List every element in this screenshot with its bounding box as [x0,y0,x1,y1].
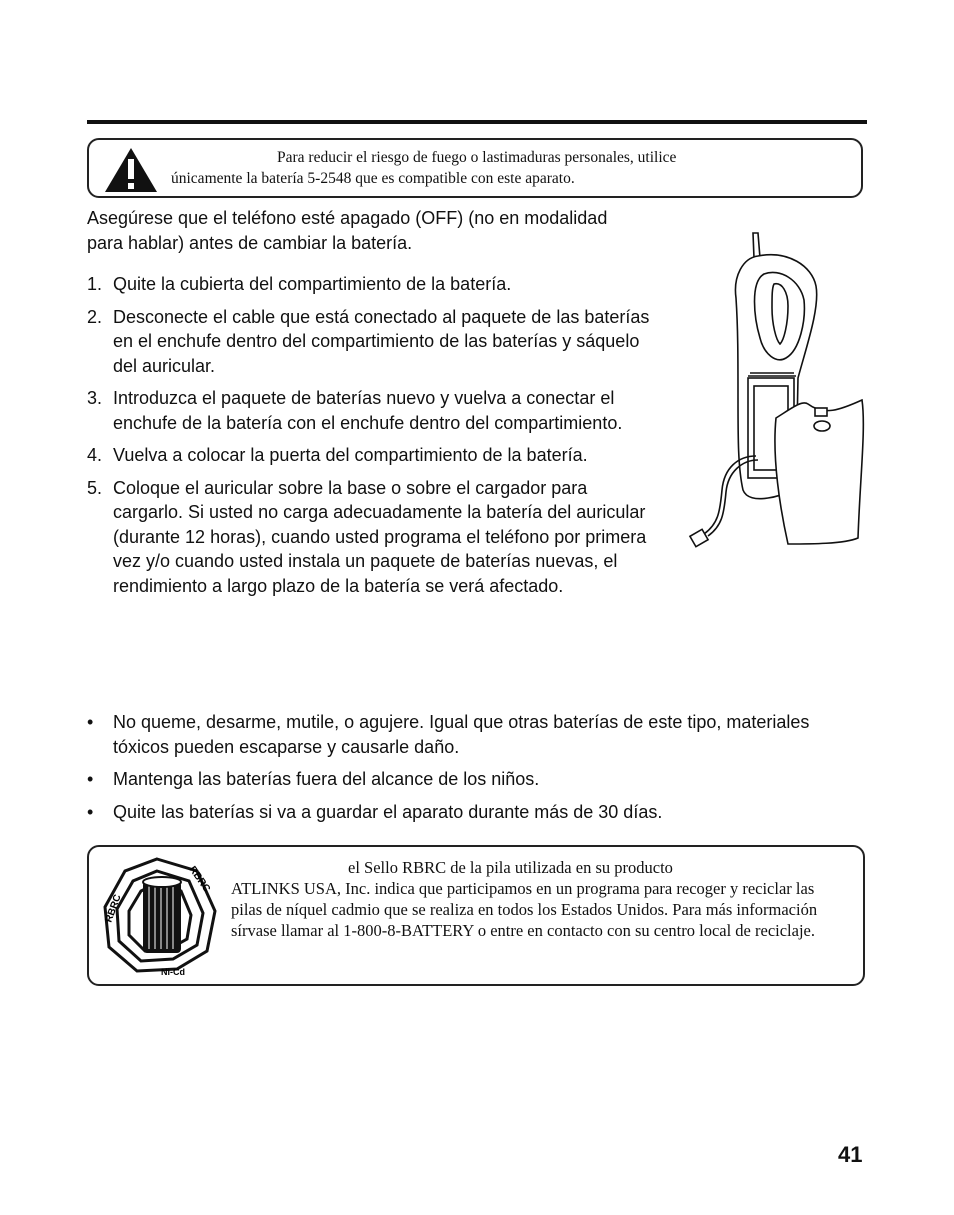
seal-label-top: RBRC [186,864,213,895]
warning-text [171,147,831,189]
bullet-mark: • [87,769,94,789]
warning-line-2: únicamente la batería 5-2548 que es compatible con este aparato. [171,170,575,187]
step-number: 1. [87,274,103,294]
bullet-mark: • [87,801,94,822]
seal-label-bottom: Ni-Cd [161,967,185,977]
step-text: Desconecte el cable que está conectado al paquete de las baterías en el enchufe dentro del compartimiento de las baterías y sáquelo del auricular. [113,306,650,376]
step-text: Coloque el auricular sobre la base o sobre el cargador para cargarlo. Si usted no carga adecuadamente la batería del auricular (durante 12 horas), cuando usted programa el teléfono por primera vez y/o cuando usted instala un paquete de baterías nuevas, el rendimiento a largo plazo de la batería se verá afectado. [113,477,647,596]
steps-list [87,272,662,606]
phone-battery-illustration [688,228,868,558]
step-number: 5. [87,477,103,498]
step-item [87,386,662,435]
bullet-mark: • [87,712,94,732]
bullet-text: Quite las baterías si va a guardar el aparato durante más de 30 días. [113,801,663,822]
safety-bullet-list [87,710,867,832]
step-number: 4. [87,445,103,465]
warning-line-1: Para reducir el riesgo de fuego o lastimaduras personales, utilice [277,149,677,166]
bullet-text: Mantenga las baterías fuera del alcance de los niños. [113,769,540,789]
rbrc-body: ATLINKS USA, Inc. indica que participamos en un programa para recoger y reciclar las pilas de níquel cadmio que se realiza en todos los Estados Unidos. Para más información sírvase llamar al 1-800-8-BATTERY o entre en contacto con su centro local de reciclaje. [231,879,818,940]
top-rule [87,120,867,124]
rbrc-seal-icon [97,851,222,979]
intro-paragraph: Asegúrese que el teléfono esté apagado (OFF) (no en modalidad para hablar) antes de cambiar la batería. [87,208,608,253]
step-item [87,443,662,468]
bullet-item [87,710,867,759]
rbrc-line-1: el Sello RBRC de la pila utilizada en su producto [348,858,673,877]
step-item [87,272,662,297]
step-item [87,305,662,379]
warning-box [87,138,863,198]
step-item [87,476,662,599]
bullet-item [87,767,867,792]
bullet-item [87,800,867,825]
step-text: Vuelva a colocar la puerta del compartimiento de la batería. [113,445,588,465]
bullet-text: No queme, desarme, mutile, o agujere. Igual que otras baterías de este tipo, materiales tóxicos pueden escaparse y causarle daño. [113,712,810,757]
step-number: 3. [87,388,103,408]
step-text: Introduzca el paquete de baterías nuevo y vuelva a conectar el enchufe de la batería con el enchufe dentro del compartimiento. [113,388,623,433]
step-text: Quite la cubierta del compartimiento de la batería. [113,274,512,294]
step-number: 2. [87,306,103,327]
rbrc-description [231,857,843,941]
warning-icon [103,146,159,194]
seal-label-left: RBRC [103,893,124,925]
rbrc-recycling-box [87,845,865,986]
page-number: 41 [838,1142,863,1167]
